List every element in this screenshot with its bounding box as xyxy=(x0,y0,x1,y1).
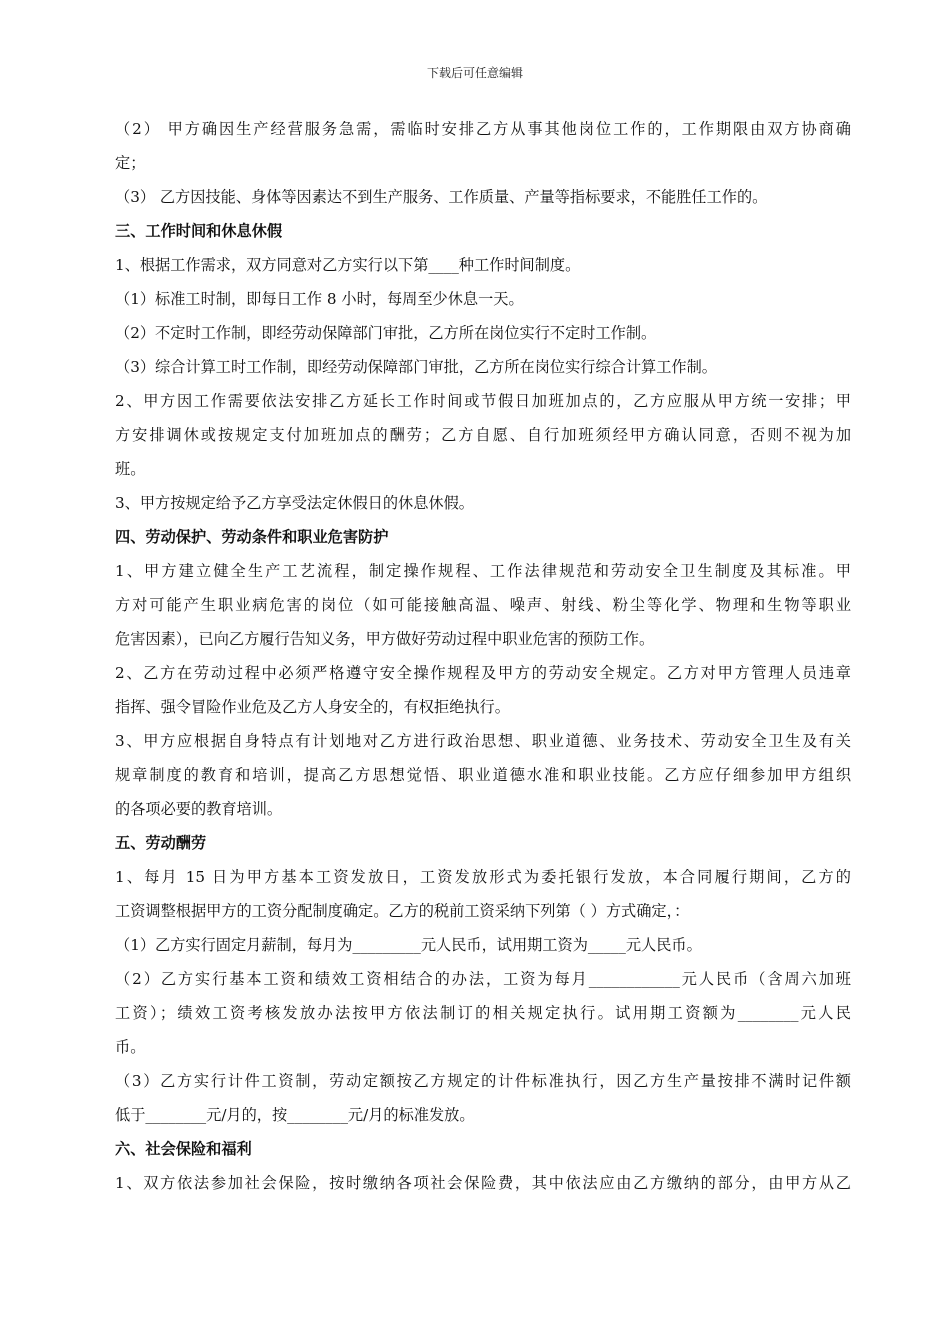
section-heading: 四、劳动保护、劳动条件和职业危害防护 xyxy=(115,528,389,546)
paragraph-line: （3）乙方实行计件工资制，劳动定额按乙方规定的计件标准执行，因乙方生产量按排不满时记件额 xyxy=(115,1072,851,1090)
paragraph-line: 币。 xyxy=(115,1038,146,1056)
section-heading: 五、劳动酬劳 xyxy=(115,834,207,852)
paragraph-line: 指挥、强令冒险作业危及乙方人身安全的，有权拒绝执行。 xyxy=(115,698,510,716)
paragraph-line: 2、甲方因工作需要依法安排乙方延长工作时间或节假日加班加点的，乙方应服从甲方统一安排；甲 xyxy=(115,392,851,410)
paragraph-line: 1、甲方建立健全生产工艺流程，制定操作规程、工作法律规范和劳动安全卫生制度及其标准。甲 xyxy=(115,562,851,580)
paragraph-line: 班。 xyxy=(115,460,146,478)
paragraph-line: （2）不定时工作制，即经劳动保障部门审批，乙方所在岗位实行不定时工作制。 xyxy=(115,324,657,342)
section-heading: 六、社会保险和福利 xyxy=(115,1140,252,1158)
paragraph-line: 工资）；绩效工资考核发放办法按甲方依法制订的相关规定执行。试用期工资额为________元人民 xyxy=(115,1004,851,1022)
paragraph-line: 3、甲方按规定给予乙方享受法定休假日的休息休假。 xyxy=(115,494,474,512)
paragraph-line: 低于________元/月的，按________元/月的标准发放。 xyxy=(115,1106,475,1124)
paragraph-line: 规章制度的教育和培训，提高乙方思想觉悟、职业道德水准和职业技能。乙方应仔细参加甲方组织 xyxy=(115,766,851,784)
paragraph-line: 方安排调休或按规定支付加班加点的酬劳；乙方自愿、自行加班须经甲方确认同意，否则不视为加 xyxy=(115,426,851,444)
paragraph-line: （1）标准工时制，即每日工作 8 小时，每周至少休息一天。 xyxy=(115,290,524,308)
paragraph-line: 危害因素），已向乙方履行告知义务，甲方做好劳动过程中职业危害的预防工作。 xyxy=(115,630,655,648)
paragraph-line: （3） 乙方因技能、身体等因素达不到生产服务、工作质量、产量等指标要求，不能胜任工作的。 xyxy=(115,188,768,206)
paragraph-line: 2、乙方在劳动过程中必须严格遵守安全操作规程及甲方的劳动安全规定。乙方对甲方管理人员违章 xyxy=(115,664,851,682)
paragraph-line: 的各项必要的教育培训。 xyxy=(115,800,283,818)
document-body xyxy=(115,112,851,1200)
paragraph-line: （1）乙方实行固定月薪制，每月为_________元人民币，试用期工资为_____元人民币。 xyxy=(115,936,702,954)
paragraph-line: 3、甲方应根据自身特点有计划地对乙方进行政治思想、职业道德、业务技术、劳动安全卫生及有关 xyxy=(115,732,851,750)
paragraph-line: （2）乙方实行基本工资和绩效工资相结合的办法，工资为每月____________元人民币（含周六加班 xyxy=(115,970,851,988)
paragraph-line: （3）综合计算工时工作制，即经劳动保障部门审批，乙方所在岗位实行综合计算工作制。 xyxy=(115,358,717,376)
page-header: 下载后可任意编辑 xyxy=(426,66,523,80)
paragraph-line: 1、每月 15 日为甲方基本工资发放日，工资发放形式为委托银行发放，本合同履行期间，乙方的 xyxy=(115,868,851,886)
paragraph-line: （2） 甲方确因生产经营服务急需，需临时安排乙方从事其他岗位工作的，工作期限由双方协商确 xyxy=(115,120,851,138)
paragraph-line: 1、根据工作需求，双方同意对乙方实行以下第____种工作时间制度。 xyxy=(115,256,581,274)
paragraph-line: 工资调整根据甲方的工资分配制度确定。乙方的税前工资采纳下列第（ ）方式确定，： xyxy=(115,902,690,920)
section-heading: 三、工作时间和休息休假 xyxy=(115,222,283,240)
paragraph-line: 方对可能产生职业病危害的岗位（如可能接触高温、噪声、射线、粉尘等化学、物理和生物等职业 xyxy=(115,596,851,614)
paragraph-line: 定； xyxy=(115,154,146,172)
paragraph-line: 1、双方依法参加社会保险，按时缴纳各项社会保险费，其中依法应由乙方缴纳的部分，由甲方从乙 xyxy=(115,1174,851,1192)
